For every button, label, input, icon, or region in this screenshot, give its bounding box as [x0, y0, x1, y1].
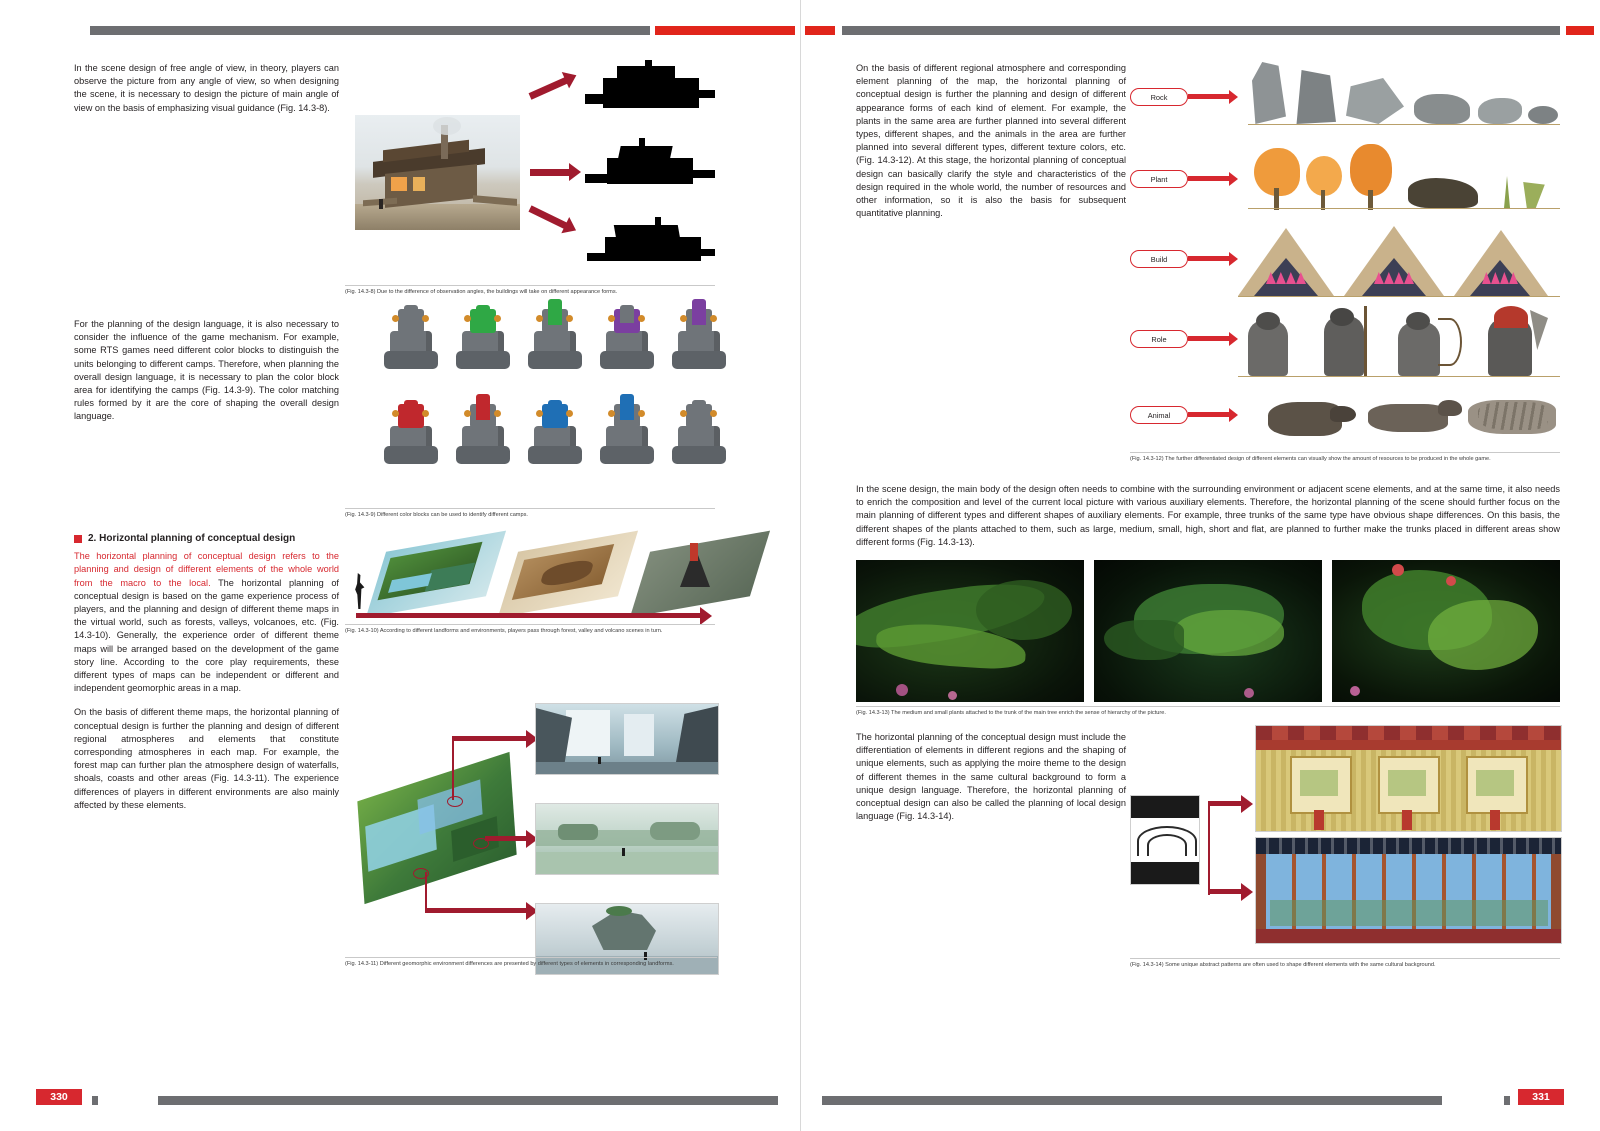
arrow-to-silhouette-1 [529, 77, 568, 100]
tag-build-arrow [1188, 256, 1230, 261]
top-rule-right [842, 26, 1560, 35]
caption-fig-14-3-12: (Fig. 14.3-12) The further differentiated design of different elements can visually show the amount of resources to be produced in the whole game. [1130, 452, 1560, 463]
tag-plant-label: Plant [1150, 174, 1168, 184]
section-2 [74, 532, 339, 823]
section-2-body [74, 550, 339, 695]
terrain-forest [376, 543, 496, 605]
figure-14-3-8 [345, 55, 715, 295]
arrow-to-silhouette-3 [528, 205, 567, 229]
figure-14-3-13 [856, 560, 1560, 705]
tag-animal-arrow [1188, 412, 1230, 417]
page-right [800, 0, 1600, 1131]
bullet-square-icon [74, 535, 82, 543]
page-number-right: 331 [1532, 1091, 1550, 1103]
right-paragraph-1 [856, 62, 1126, 231]
build-variants [1238, 224, 1560, 304]
silhouette-view-2 [585, 138, 715, 198]
folio-tick-right [1504, 1096, 1510, 1105]
jungle-art-2 [1094, 560, 1322, 702]
unit-block [452, 305, 514, 375]
unit-block [380, 400, 442, 470]
right-paragraph-3 [856, 731, 1126, 834]
tag-role[interactable] [1130, 330, 1188, 348]
paragraph-1-text: In the scene design of free angle of view, in theory, players can observe the picture from any angle of view, so when designing the scene, it is necessary to design the picture of main angle of view on the basis of emphasizing visual guidance (Fig. 14.3-8). [74, 63, 339, 113]
map-arrow-1 [452, 736, 527, 741]
tag-plant-arrow [1188, 176, 1230, 181]
tag-rock-label: Rock [1150, 92, 1168, 102]
tag-rock[interactable] [1130, 88, 1188, 106]
figure-14-3-14 [1130, 725, 1560, 955]
arrow-to-silhouette-2 [530, 169, 570, 176]
tag-role-arrow [1188, 336, 1230, 341]
pattern-arrow-bottom [1208, 889, 1242, 894]
tag-plant[interactable] [1130, 170, 1188, 188]
unit-block [524, 400, 586, 470]
map-arrow-2 [485, 836, 527, 841]
silhouette-view-1 [585, 60, 715, 120]
footer-rule-right [822, 1096, 1442, 1105]
tag-build-label: Build [1150, 254, 1168, 264]
plant-variants [1248, 142, 1560, 220]
unit-block [380, 305, 442, 375]
section-2-body-2: On the basis of different theme maps, the horizontal planning of conceptual design is further the planning and design of different regional atmospheres and elements that constitute corresponding atmospheres in each map. For example, the forest map can further plan the atmosphere design of waterfalls, shoals, coasts and other areas (Fig. 14.3-11). The experience differences of players in different environments are also mainly affected by these elements. [74, 707, 339, 810]
pattern-panel-top [1255, 725, 1562, 832]
vignette-shoal [535, 803, 719, 875]
caption-fig-14-3-10: (Fig. 14.3-10) According to different landforms and environments, players pass through forest, valley and volcano scenes in turn. [345, 624, 715, 635]
unit-block [524, 305, 586, 375]
tag-animal-label: Animal [1147, 410, 1171, 420]
tag-build[interactable] [1130, 250, 1188, 268]
folio-tick-left [92, 1096, 98, 1105]
house-concept-art [355, 115, 520, 230]
role-variants [1238, 306, 1560, 386]
unit-block [668, 305, 730, 375]
character-silhouette [353, 573, 365, 609]
right-paragraph-2 [856, 483, 1560, 560]
terrain-volcano [640, 543, 760, 605]
jungle-art-3 [1332, 560, 1560, 702]
moire-pattern-swatch [1130, 795, 1200, 885]
section-2-heading: 2. Horizontal planning of conceptual design [88, 533, 296, 544]
animal-variants [1268, 388, 1560, 450]
section-2-highlight: The horizontal planning of conceptual design refers to the planning and design of different elements of the whole world from the macro to the local. [74, 551, 339, 588]
caption-fig-14-3-14: (Fig. 14.3-14) Some unique abstract patterns are often used to shape different elements with the same cultural background. [1130, 958, 1560, 969]
vignette-waterfall [535, 703, 719, 775]
tag-animal[interactable] [1130, 406, 1188, 424]
paragraph-1 [74, 62, 339, 126]
right-paragraph-3-text: The horizontal planning of the conceptual design must include the differentiation of elements in different regions and the shaping of unique elements, such as applying the moire theme to the design of different themes in the same cultural background to form a unique design language. Therefore, the horizontal planning of conceptual design can also be called the planning of local design language (Fig. 14.3-14). [856, 732, 1126, 822]
silhouette-view-3 [585, 215, 715, 275]
section-2-body-rest: The horizontal planning of conceptual design is based on the game experience process of players, and the planning and design of different theme maps in the virtual world, such as forests, valleys, volcanoes, etc. (Fig. 14.3-10). Generally, the experience order of different theme maps will be arranged based on the development of the game story line. According to the core play requirements, these different types of maps can be independent or different and independent geomorphic areas in a map. [74, 577, 339, 694]
top-rule-red-right-end [1566, 26, 1594, 35]
jungle-art-1 [856, 560, 1084, 702]
top-rule-red-left [655, 26, 795, 35]
right-paragraph-1-text: On the basis of different regional atmosphere and corresponding element planning of the map, the horizontal planning of conceptual design is further the planning and design of different appearance forms of each kind of element. For example, the plants in the same area are further planned into several different types, different shapes, and the animals in the area are further planned into several different types, different texture colors, etc. (Fig. 14.3-12). At this stage, the horizontal planning of conceptual design can basically clarify the style and characteristics of the design required in the whole world, the number of resources and other information, so it is also the basis for subsequent quantitative planning. [856, 63, 1126, 219]
spread-gutter [800, 0, 801, 1131]
figure-14-3-10 [348, 533, 716, 628]
paragraph-2-text: For the planning of the design language, it is also necessary to consider the influence of the game mechanism. For example, some RTS games need different color blocks to distinguish the units belonging to different camps. Therefore, when planning the overall design language, it is necessary to plan the color block area for identifying the camps (Fig. 14.3-9). The color matching rules formed by it are the core of shaping the overall design language. [74, 319, 339, 422]
figure-14-3-12 [1130, 58, 1560, 458]
page-number-left: 330 [50, 1091, 68, 1103]
rock-variants [1248, 58, 1560, 136]
unit-block [596, 400, 658, 470]
pattern-arrow-top [1208, 801, 1242, 806]
pattern-panel-bottom [1255, 837, 1562, 944]
map-hotspot-1 [447, 796, 463, 807]
caption-fig-14-3-9: (Fig. 14.3-9) Different color blocks can be used to identify different camps. [345, 508, 715, 519]
paragraph-2 [74, 318, 339, 435]
right-paragraph-2-text: In the scene design, the main body of the design often needs to combine with the surrounding environment or adjacent scene elements, and at the same time, it also needs to enrich the composition and level of the current local picture with various auxiliary elements. Therefore, the horizontal planning of the scene should further focus on the main planning of different types and different shapes of auxiliary elements. For example, three trunks of the same type have obvious shape differences. On this basis, the different shapes of the plants attached to them, such as large, medium, small, high, short and flat, are planned to further make the trunks placed in different areas show different forms (Fig. 14.3-13). [856, 484, 1560, 547]
caption-fig-14-3-11: (Fig. 14.3-11) Different geomorphic environment differences are presented by different types of elements in corresponding landforms. [345, 957, 717, 968]
map-arrow-3 [425, 908, 527, 913]
top-rule-red-right-start [805, 26, 835, 35]
top-rule-left [90, 26, 650, 35]
figure-14-3-9 [380, 305, 720, 500]
section-2-heading-row [74, 532, 339, 545]
footer-rule-left [158, 1096, 778, 1105]
tag-rock-arrow [1188, 94, 1230, 99]
unit-block [668, 400, 730, 470]
figure-14-3-11 [345, 700, 717, 955]
unit-block [452, 400, 514, 470]
tag-role-label: Role [1151, 334, 1167, 344]
caption-fig-14-3-8: (Fig. 14.3-8) Due to the difference of observation angles, the buildings will take on different appearance forms. [345, 285, 715, 296]
caption-fig-14-3-13: (Fig. 14.3-13) The medium and small plants attached to the trunk of the main tree enrich the sense of hierarchy of the picture. [856, 706, 1560, 717]
progression-arrow [356, 613, 701, 618]
region-map [347, 760, 532, 905]
terrain-valley [508, 543, 628, 605]
unit-block [596, 305, 658, 375]
